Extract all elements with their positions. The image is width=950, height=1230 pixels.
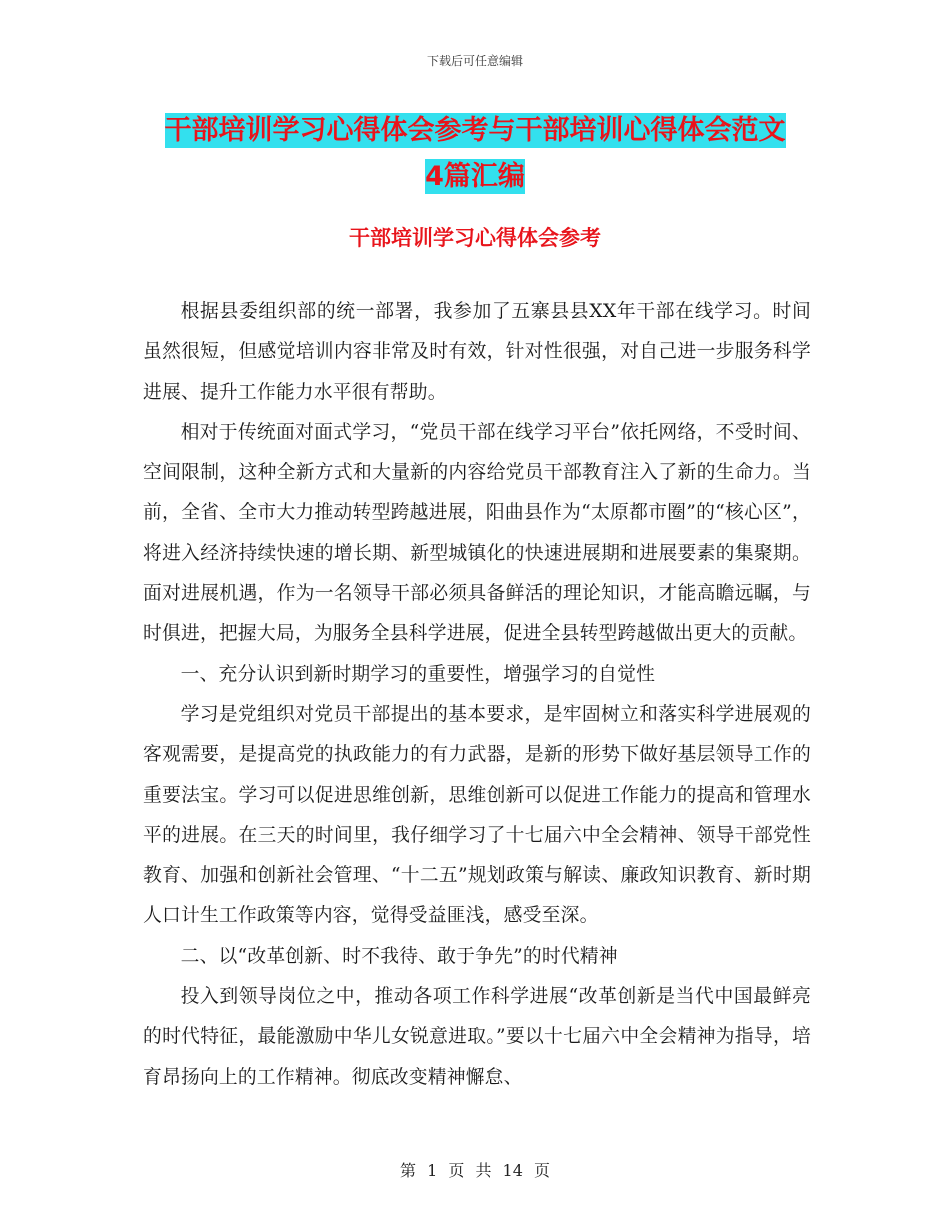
header-note: 下载后可任意编辑	[426, 54, 523, 68]
document-title-line1: 干部培训学习心得体会参考与干部培训心得体会范文	[164, 115, 786, 146]
page-footer: 第 1 页 共 14 页	[400, 1161, 550, 1180]
document-title-line2: 4篇汇编	[425, 161, 525, 192]
paragraph-4: 投入到领导岗位之中，推动各项工作科学进展“改革创新是当代中国最鲜亮的时代特征，最能激励中华儿女锐意进取。”要以十七届六中全会精神为指导，培育昂扬向上的工作精神。彻底改变精神懈怠、	[143, 986, 811, 1088]
section-title: 干部培训学习心得体会参考	[349, 226, 601, 250]
body-text	[143, 292, 811, 1098]
paragraph-heading-1: 一、充分认识到新时期学习的重要性，增强学习的自觉性	[180, 663, 656, 685]
paragraph-1: 根据县委组织部的统一部署，我参加了五寨县县XX年干部在线学习。时间虽然很短，但感觉培训内容非常及时有效，针对性很强，对自己进一步服务科学进展、提升工作能力水平很有帮助。	[143, 301, 811, 403]
paragraph-3: 学习是党组织对党员干部提出的基本要求，是牢固树立和落实科学进展观的客观需要，是提高党的执政能力的有力武器，是新的形势下做好基层领导工作的重要法宝。学习可以促进思维创新，思维创新可以促进工作能力的提高和管理水平的进展。在三天的时间里，我仔细学习了十七届六中全会精神、领导干部党性教育、加强和创新社会管理、“十二五”规划政策与解读、廉政知识教育、新时期人口计生工作政策等内容，觉得受益匪浅，感受至深。	[143, 703, 811, 927]
paragraph-2: 相对于传统面对面式学习，“党员干部在线学习平台”依托网络，不受时间、空间限制，这种全新方式和大量新的内容给党员干部教育注入了新的生命力。当前，全省、全市大力推动转型跨越进展，阳曲县作为“太原都市圈”的“核心区”，将进入经济持续快速的增长期、新型城镇化的快速进展期和进展要素的集聚期。面对进展机遇，作为一名领导干部必须具备鲜活的理论知识，才能高瞻远瞩，与时俱进，把握大局，为服务全县科学进展，促进全县转型跨越做出更大的贡献。	[143, 421, 811, 645]
document-title	[140, 108, 810, 200]
paragraph-heading-2: 二、以“改革创新、时不我待、敢于争先”的时代精神	[180, 945, 618, 967]
